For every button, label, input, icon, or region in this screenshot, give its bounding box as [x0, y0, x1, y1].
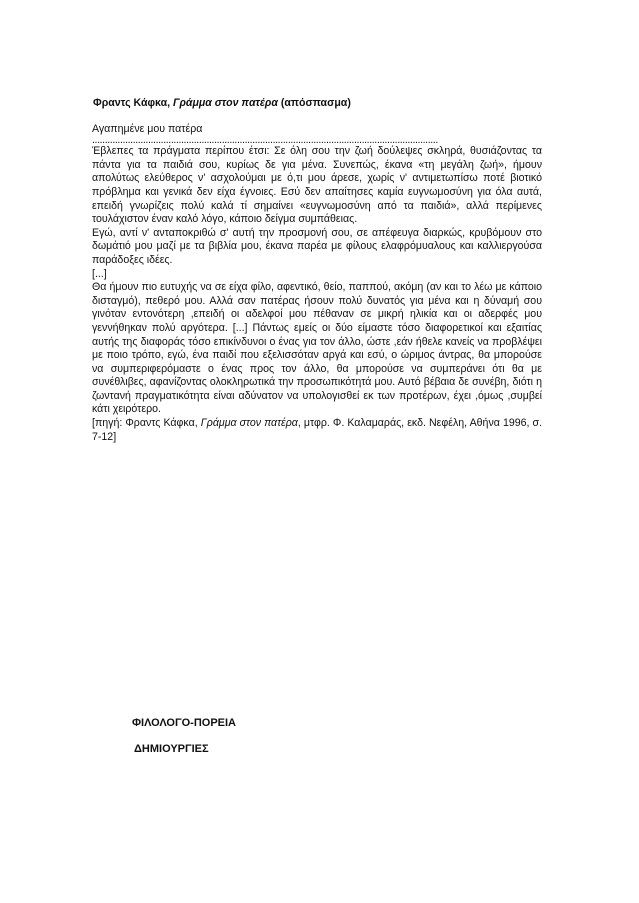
- source-prefix: [πηγή: Φραντς Κάφκα,: [92, 417, 201, 430]
- source-suffix: , μτφρ. Φ. Καλαμαράς, εκδ. Νεφέλη, Αθήνα 1996, σ. 7-12]: [92, 417, 543, 443]
- footer-line-2: ΔΗΜΙΟΥΡΓΙΕΣ: [134, 743, 209, 755]
- title-author: Φραντς Κάφκα,: [93, 97, 171, 109]
- paragraph-2: Εγώ, αντί ν' ανταποκριθώ σ' αυτή την προσμονή σου, σε απέφευγα διαρκώς, κρυβόμουν στο δωμάτιό μου μαζί με τα βιβλία μου, έκανα παρέα με φίλους ελαφρόμυαλους και καλλιεργούσα παράδοξες ιδέες.: [92, 226, 542, 266]
- document-title: [92, 97, 542, 111]
- document-body: [92, 97, 542, 444]
- title-note: (απόσπασμα): [280, 97, 351, 109]
- paragraph-3: Θα ήμουν πιο ευτυχής να σε είχα φίλο, αφεντικό, θείο, παππού, ακόμη (αν και το λέω με κάποιο δισταγμό), πεθερό μου. Αλλά σαν πατέρας ήσουν πολύ δυνατός για μένα και η δύναμή σου γινόταν εντονότερη ,επειδή οι αδελφοί μου πέθαναν σε μικρή ηλικία και οι αδερφές μου γεννήθηκαν πολύ αργότερα. [...] Πάντως εμείς οι δύο είμαστε τόσο διαφορετικοί και εξαιτίας αυτής της διαφοράς τόσο επικίνδυνοι ο ένας για τον άλλο, ώστε ,εάν ήθελε κανείς να προβλέψει με ποιο τρόπο, εγώ, ένα παιδί που εξελισσόταν αργά και εσύ, ο ώριμος άντρας, θα μπορούσε να συμπεριφερόμαστε ο ένας προς τον άλλο, θα μπορούσε να συμπεράνει ότι θα με συνέθλιβες, αφανίζοντας ολοκληρωτικά την προσωπικότητά μου. Αυτό βέβαια δε συνέβη, διότι η ζωντανή πραγματικότητα είναι αδύνατον να υπολογισθεί εκ των προτέρων, έχει ,όμως ,συμβεί κάτι χειρότερο.: [92, 281, 542, 416]
- dotted-separator: ........................................................................................................................................: [92, 136, 438, 146]
- salutation: Αγαπημένε μου πατέρα: [92, 122, 203, 135]
- footer-line-1: ΦΙΛΟΛΟΓΟ-ΠΟΡΕΙΑ: [132, 717, 236, 729]
- paragraph-1: Έβλεπες τα πράγματα περίπου έτσι: Σε όλη σου την ζωή δούλεψες σκληρά, θυσιάζοντας τα πάντα για τα παιδιά σου, κυρίως δε για μένα. Συνεπώς, έκανα «τη μεγάλη ζωή», ήμουν απολύτως ελεύθερος ν' ασχολούμαι με ό,τι μου άρεσε, χωρίς ν' αντιμετωπίσω ποτέ βιοτικό πρόβλημα και γενικά δεν είχα έγνοιες. Εσύ δεν απαίτησες καμία ευγνωμοσύνη για όλα αυτά, επειδή γνωρίζεις πολύ καλά τί σημαίνει «ευγνωμοσύνη από τα παιδιά», αλλά περίμενες τουλάχιστον έναν καλό λόγο, κάποιο δείγμα συμπάθειας.: [92, 145, 542, 226]
- title-work: Γράμμα στον πατέρα: [173, 97, 278, 109]
- source-work: Γράμμα στον πατέρα: [200, 417, 298, 430]
- ellipsis-marker: [...]: [92, 267, 107, 280]
- source-citation: [92, 417, 542, 444]
